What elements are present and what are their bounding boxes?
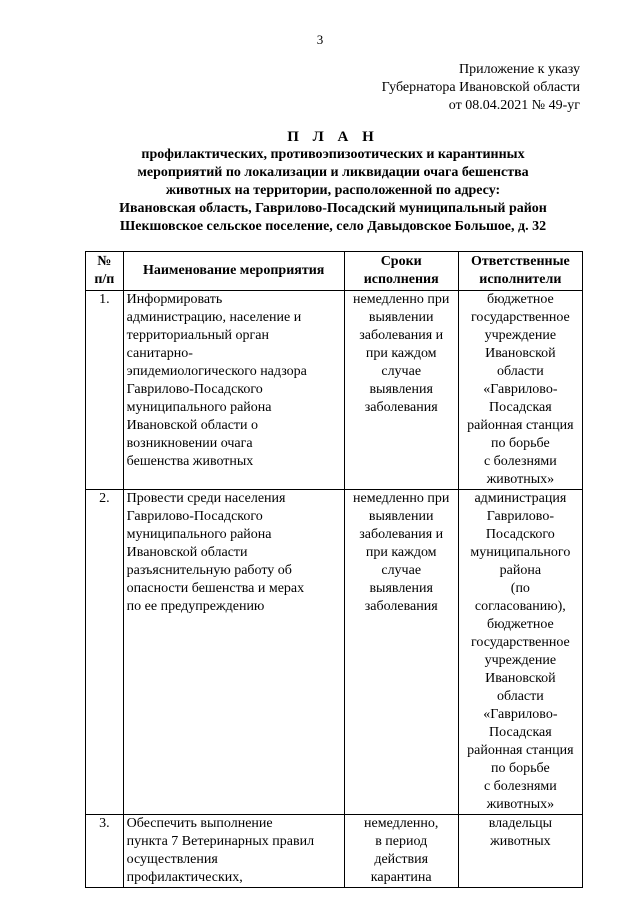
row-num: 2. bbox=[86, 490, 124, 815]
row-term: немедленно, в период действия карантина bbox=[344, 815, 458, 888]
appendix-header bbox=[382, 61, 580, 115]
row-name: Обеспечить выполнение пункта 7 Ветеринарных правил осуществления профилактических, bbox=[123, 815, 344, 888]
title-line-1: профилактических, противоэпизоотических и карантинных bbox=[141, 147, 525, 162]
appendix-line-2: Губернатора Ивановской области bbox=[381, 80, 580, 95]
row-name: Информировать администрацию, население и территориальный орган санитарно- эпидемиологического надзора Гаврилово-Посадского муниципального района Ивановской области о возникновении очага бешенства животных bbox=[123, 291, 344, 490]
page-number: 3 bbox=[316, 32, 324, 47]
row-num: 1. bbox=[86, 291, 124, 490]
row-term: немедленно при выявлении заболевания и при каждом случае выявления заболевания bbox=[344, 490, 458, 815]
table-header-row bbox=[86, 252, 583, 291]
title-line-5: Шекшовское сельское поселение, село Давыдовское Большое, д. 32 bbox=[119, 219, 547, 234]
row-resp: администрация Гаврилово- Посадского муниципального района (по согласованию), бюджетное государственное учреждение Ивановской области «Гаврилово- Посадская районная станция по борьбе с болезнями животных» bbox=[458, 490, 582, 815]
row-resp: владельцы животных bbox=[458, 815, 582, 888]
document-title bbox=[40, 128, 626, 236]
title-line-2: мероприятий по локализации и ликвидации очага бешенства bbox=[137, 165, 529, 180]
title-heading: П Л А Н bbox=[287, 129, 379, 145]
header-name: Наименование мероприятия bbox=[123, 252, 344, 291]
title-line-3: животных на территории, расположенной по адресу: bbox=[165, 183, 501, 198]
title-line-4: Ивановская область, Гаврилово-Посадский муниципальный район bbox=[119, 201, 547, 216]
row-num: 3. bbox=[86, 815, 124, 888]
header-num: № п/п bbox=[86, 252, 124, 291]
plan-table bbox=[85, 251, 583, 888]
appendix-line-1: Приложение к указу bbox=[459, 62, 580, 77]
row-name: Провести среди населения Гаврилово-Посадского муниципального района Ивановской области разъяснительную работу об опасности бешенства и мерах по ее предупреждению bbox=[123, 490, 344, 815]
table-row bbox=[86, 815, 583, 888]
table-row bbox=[86, 490, 583, 815]
table-row bbox=[86, 291, 583, 490]
header-resp: Ответственные исполнители bbox=[458, 252, 582, 291]
row-term: немедленно при выявлении заболевания и при каждом случае выявления заболевания bbox=[344, 291, 458, 490]
header-term: Сроки исполнения bbox=[344, 252, 458, 291]
row-resp: бюджетное государственное учреждение Ивановской области «Гаврилово- Посадская районная станция по борьбе с болезнями животных» bbox=[458, 291, 582, 490]
appendix-line-3: от 08.04.2021 № 49-уг bbox=[448, 98, 580, 113]
